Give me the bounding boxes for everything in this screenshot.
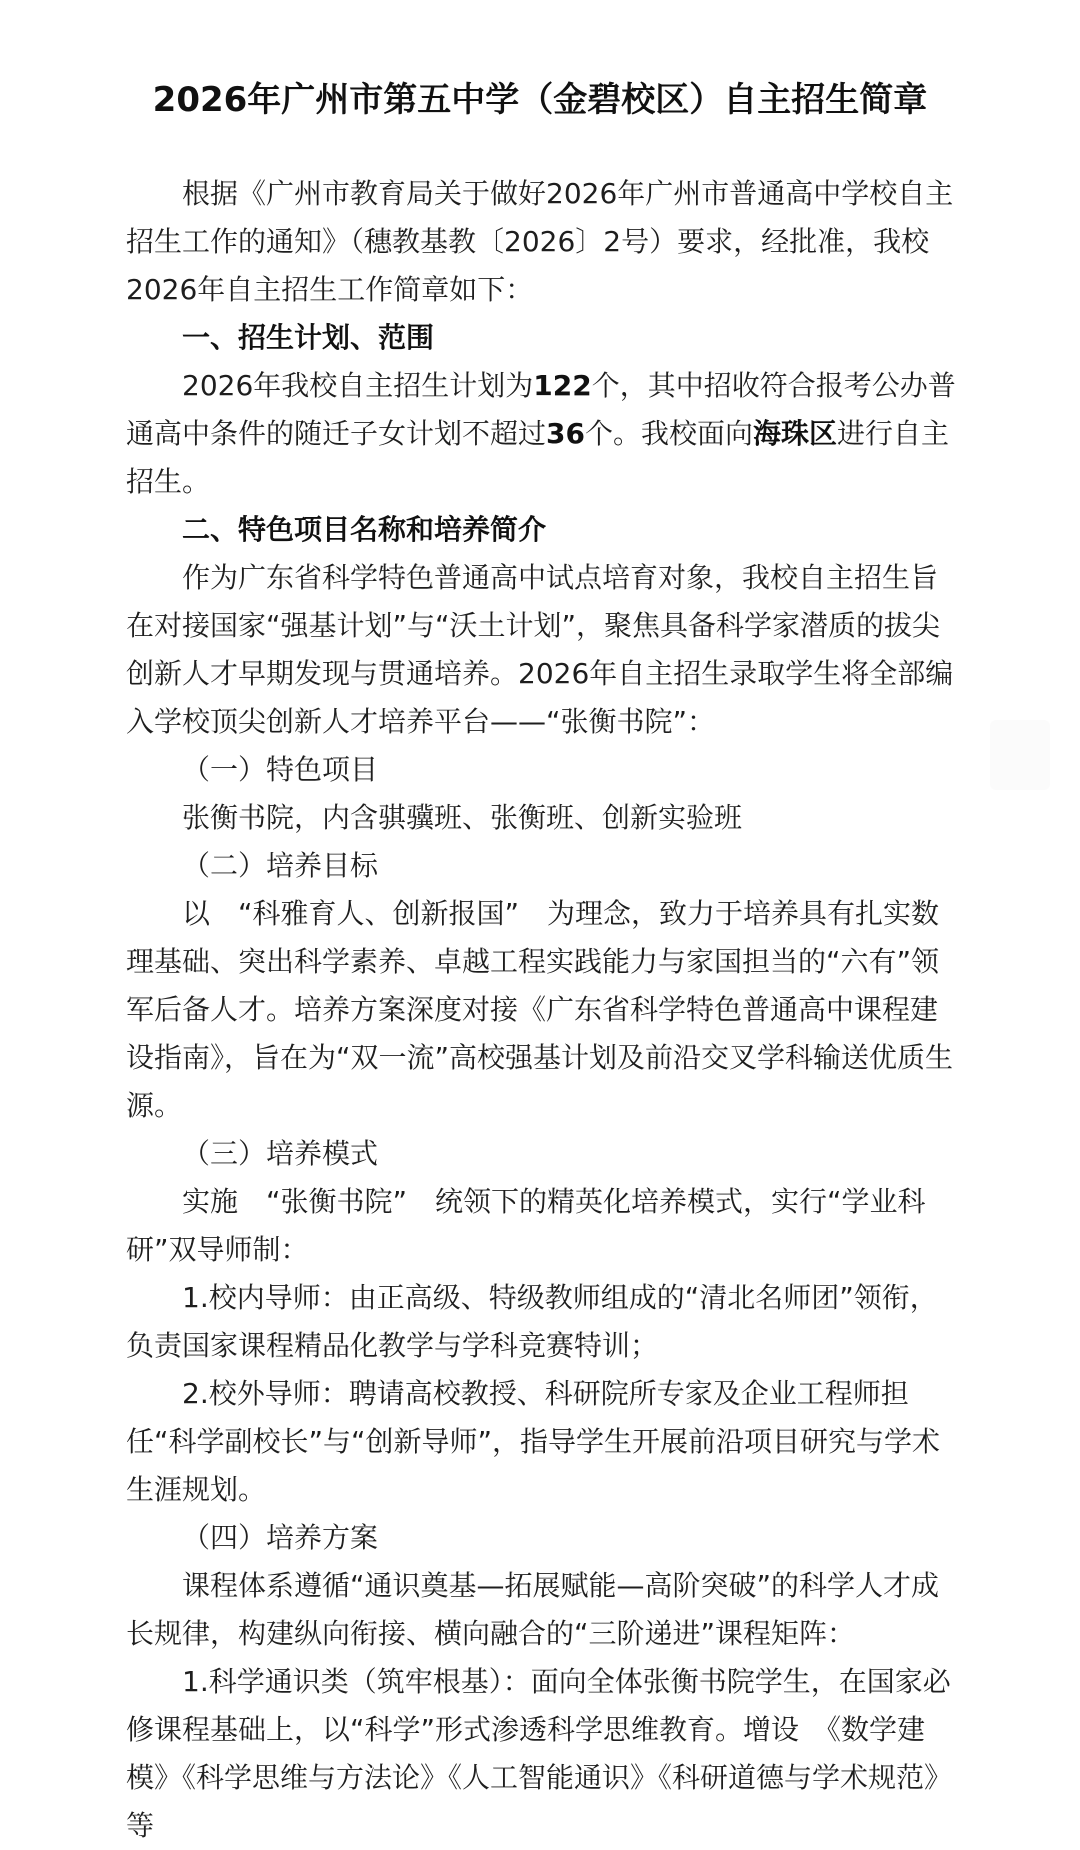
sub1-text: 张衡书院，内含骐骥班、张衡班、创新实验班 <box>182 801 743 834</box>
scan-artifact <box>990 720 1050 790</box>
document-title: 2026年广州市第五中学（金碧校区）自主招生简章 <box>152 80 928 120</box>
section1-heading: 一、招生计划、范围 <box>182 321 435 354</box>
section1-plan-count: 122 <box>533 369 592 402</box>
sub4-item1: 1.科学通识类（筑牢根基）：面向全体张衡书院学生，在国家必修课程基础上，以“科学”形式渗透科学思维教育。增设 《数学建模》《科学思维与方法论》《人工智能通识》《科研道德与学术规范》 等 <box>126 1665 967 1842</box>
section1-text-g: 进行自主招生。 <box>126 417 950 498</box>
intro-paragraph: 根据《广州市教育局关于做好2026年广州市普通高中学校自主招生工作的通知》（穗教基教〔2026〕2号）要求，经批准，我校2026年自主招生工作简章如下： <box>126 177 954 306</box>
section1-district: 海珠区 <box>753 417 838 450</box>
section2-intro: 作为广东省科学特色普通高中试点培育对象，我校自主招生旨在对接国家“强基计划”与“沃土计划”，聚焦具备科学家潜质的拔尖创新人才早期发现与贯通培养。2026年自主招生录取学生将全部编入学校顶尖创新人才培养平台——“张衡书院”： <box>126 561 954 738</box>
sub1-heading: （一）特色项目 <box>182 753 379 786</box>
section1-migrant-count: 36 <box>546 417 585 450</box>
section2-heading: 二、特色项目名称和培养简介 <box>182 513 547 546</box>
document-body <box>126 170 967 1850</box>
sub2-heading: （二）培养目标 <box>182 849 379 882</box>
sub4-text: 课程体系遵循“通识奠基—拓展赋能—高阶突破”的科学人才成长规律，构建纵向衔接、横向融合的“三阶递进”课程矩阵： <box>126 1569 940 1650</box>
sub3-item2: 2.校外导师：聘请高校教授、科研院所专家及企业工程师担任“科学副校长”与“创新导师”，指导学生开展前沿项目研究与学术生涯规划。 <box>126 1377 941 1506</box>
sub3-text: 实施 “张衡书院” 统领下的精英化培养模式，实行“学业科研”双导师制： <box>126 1185 926 1266</box>
section1-text-c: 个，其中招收符合报考公办普通高中条件的随迁子女计划不超过 <box>126 369 956 450</box>
section1-text-e: 个。我校面向 <box>584 417 753 450</box>
sub2-text: 以 “科雅育人、创新报国” 为理念，致力于培养具有扎实数理基础、突出科学素养、卓越工程实践能力与家国担当的“六有”领军后备人才。培养方案深度对接《广东省科学特色普通高中课程建设指南》，旨在为“双一流”高校强基计划及前沿交叉学科输送优质生源。 <box>126 897 954 1122</box>
sub4-heading: （四）培养方案 <box>182 1521 379 1554</box>
sub3-item1: 1.校内导师：由正高级、特级教师组成的“清北名师团”领衔，负责国家课程精品化教学与学科竞赛特训； <box>126 1281 938 1362</box>
section1-text-a: 2026年我校自主招生计划为 <box>182 369 534 402</box>
sub3-heading: （三）培养模式 <box>182 1137 379 1170</box>
section1-paragraph <box>126 362 960 506</box>
